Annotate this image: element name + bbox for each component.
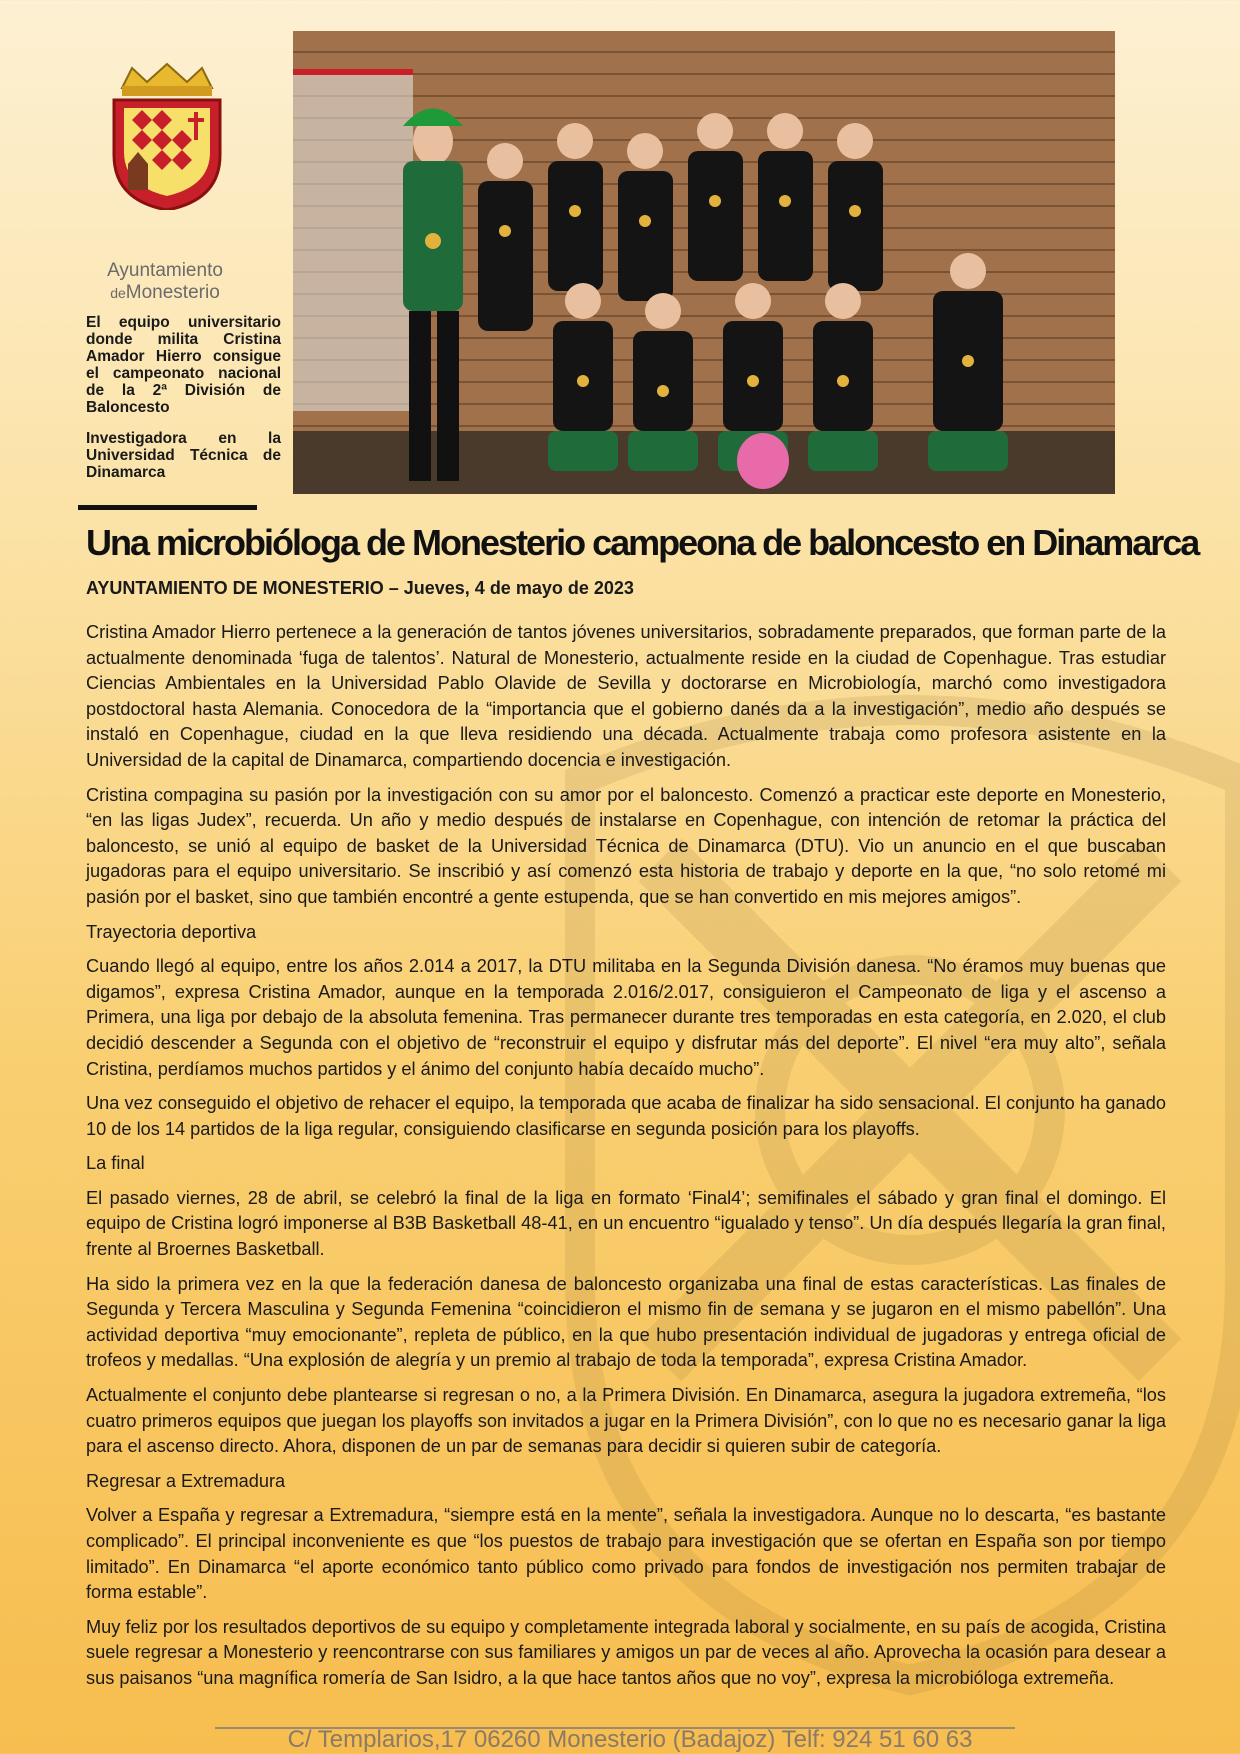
paragraph: Cristina compagina su pasión por la investigación con su amor por el baloncesto. Comenzó a practicar este deporte en Monesterio, “en las ligas Judex”, recuerda. Un año y medio después de instalarse en Copenhague, con intención de retomar la práctica del baloncesto, se unió al equipo de basket de la Universidad Técnica de Dinamarca (DTU). Vio un anuncio en el que buscaban jugadoras para el equipo universitario. Se inscribió y así comenzó esta historia de trabajo y deporte en la que, “no solo retomé mi pasión por el basket, sino que también encontré a gente estupenda, que se han convertido en mis mejores amigos”. <box>86 784 1166 907</box>
paragraph: Una vez conseguido el objetivo de rehacer el equipo, la temporada que acaba de finalizar ha sido sensacional. El conjunto ha ganado 10 de los 14 partidos de la liga regular, consiguiendo clasificarse en segunda posición para los playoffs. <box>86 1093 1166 1139</box>
monesterio-coat-of-arms-logo <box>92 60 242 210</box>
team-celebration-photo <box>293 31 1115 494</box>
paragraph: Cristina Amador Hierro pertenece a la generación de tantos jóvenes universitarios, sobradamente preparados, que forman parte de la actualmente denominada ‘fuga de talentos’. Natural de Monesterio, actualmente reside en la ciudad de Copenhague. Tras estudiar Ciencias Ambientales en la Universidad Pablo Olavide de Sevilla y doctorarse en Microbiología, marchó como investigadora postdoctoral hasta Alemania. Conocedora de la “importancia que el gobierno danés da a la investigación”, medio año después se instaló en Copenhague, ciudad en la que lleva residiendo una década. Actualmente trabaja como profesora asistente en la Universidad de la capital de Dinamarca, compartiendo docencia e investigación. <box>86 622 1166 770</box>
logo-line-2-name: Monesterio <box>125 282 220 303</box>
footer-address: C/ Templarios,17 06260 Monesterio (Badajoz) Telf: 924 51 60 63 <box>287 1726 973 1753</box>
paragraph: Actualmente el conjunto debe plantearse si regresan o no, a la Primera División. En Dinamarca, asegura la jugadora extremeña, “los cuatro primeros equipos que juegan los playoffs son invitados a jugar en la Primera División”, con lo que no es necesario ganar la liga para el ascenso directo. Ahora, disponen de un par de semanas para decidir si quieren subir de categoría. <box>86 1385 1166 1457</box>
logo-wordmark <box>80 260 250 304</box>
sidebar-summary-text: El equipo universitario donde milita Cristina Amador Hierro consigue el campeonato nacional de la 2ª División de Baloncesto <box>86 314 281 416</box>
paragraph: Cuando llegó al equipo, entre los años 2.014 a 2017, la DTU militaba en la Segunda División danesa. “No éramos muy buenas que digamos”, expresa Cristina Amador, aunque en la temporada 2.016/2.017, consiguieron el Campeonato de liga y el ascenso a Primera, una liga por debajo de la absoluta femenina. Tras permanecer durante tres temporadas en esta categoría, en 2.020, el club decidió descender a Segunda con el objetivo de “reconstruir el equipo y disfrutar más del deporte”. El nivel “era muy alto”, señala Cristina, perdíamos muchos partidos y el ánimo del conjunto había decaído mucho”. <box>86 956 1166 1079</box>
sidebar-role-text: Investigadora en la Universidad Técnica de Dinamarca <box>86 430 281 481</box>
logo-line-1: Ayuntamiento <box>107 260 223 281</box>
section-heading: Trayectoria deportiva <box>86 921 257 942</box>
section-heading: Regresar a Extremadura <box>86 1470 286 1491</box>
section-heading: La final <box>86 1153 145 1174</box>
paragraph: Volver a España y regresar a Extremadura, “siempre está en la mente”, señala la investigadora. Aunque no lo descarta, “es bastante complicado”. El principal inconveniente es que “los puestos de trabajo para investigación que se ofertan en España son por tiempo limitado”. En Dinamarca “el aporte económico tanto público como privado para fondos de investigación nos permiten trabajar de forma estable”. <box>86 1505 1166 1603</box>
paragraph: Muy feliz por los resultados deportivos de su equipo y completamente integrada laboral y socialmente, en su país de acogida, Cristina suele regresar a Monesterio y reencontrarse con sus familiares y amigos un par de veces al año. Aprovecha la ocasión para desear a sus paisanos “una magnífica romería de San Isidro, a la que hace tantos años que no voy”, expresa la microbióloga extremeña. <box>86 1616 1166 1688</box>
byline-source: AYUNTAMIENTO DE MONESTERIO <box>86 578 384 598</box>
sidebar-summary <box>86 314 281 495</box>
paragraph: Ha sido la primera vez en la que la federación danesa de baloncesto organizaba una final de estas características. Las finales de Segunda y Tercera Masculina y Segunda Femenina “coincidieron el mismo fin de semana y se jugaron en el mismo pabellón”. Una actividad deportiva “muy emocionante”, repleta de público, en la que hubo presentación individual de jugadoras y entrega oficial de trofeos y medallas. “Una explosión de alegría y un premio al trabajo de toda la temporada”, expresa Cristina Amador. <box>86 1273 1166 1371</box>
paragraph: El pasado viernes, 28 de abril, se celebró la final de la liga en formato ‘Final4’; semifinales el sábado y gran final el domingo. El equipo de Cristina logró imponerse al B3B Basketball 48-41, en un encuentro “igualado y tenso”. Un día después llegaría la gran final, frente al Broernes Basketball. <box>86 1187 1166 1260</box>
byline-date: Jueves, 4 de mayo de 2023 <box>403 578 634 598</box>
article-body <box>86 620 1166 1701</box>
logo-line-2 <box>80 282 250 304</box>
byline <box>86 577 634 599</box>
article-headline: Una microbióloga de Monesterio campeona de baloncesto en Dinamarca <box>86 522 1199 563</box>
logo-line-2-prefix: de <box>110 285 126 301</box>
byline-separator: – <box>388 578 399 598</box>
headline-rule <box>78 505 257 510</box>
